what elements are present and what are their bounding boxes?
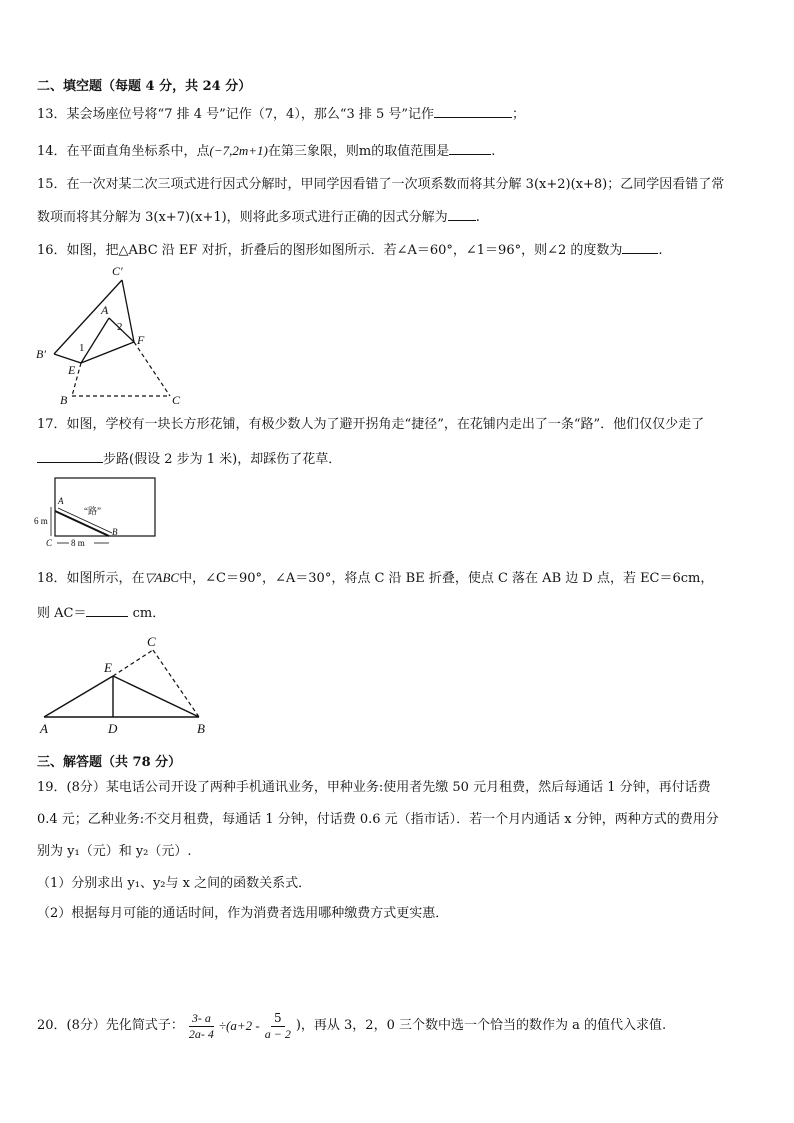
question-19-line-3: 别为 y₁（元）和 y₂（元）.	[37, 844, 192, 859]
question-20	[37, 1008, 666, 1044]
answer-blank-18[interactable]	[86, 603, 128, 617]
answer-blank-13[interactable]	[434, 104, 512, 118]
question-18-line-1	[37, 570, 713, 587]
edge-e-f	[81, 342, 134, 363]
label-b: B	[112, 527, 118, 537]
dashed-c-b	[153, 650, 199, 717]
edge-cprime-bprime	[54, 280, 122, 354]
label-e: E	[68, 363, 76, 377]
dashed-f-c	[134, 342, 170, 396]
question-15-line-2	[37, 207, 480, 226]
label-e: E	[104, 660, 112, 675]
question-17-text: 步路(假设 2 步为 1 米)，却踩伤了花草．	[103, 452, 342, 467]
dashed-e-c	[113, 650, 153, 676]
question-18-tail: cm．	[132, 606, 166, 621]
figure-16-folded-triangle	[30, 260, 200, 410]
label-b-prime: B′	[36, 347, 46, 361]
question-14	[37, 141, 495, 160]
label-b: B	[60, 393, 68, 407]
question-16	[37, 240, 663, 259]
question-13	[37, 104, 525, 123]
question-14-tail: .	[491, 144, 496, 159]
question-20-text: 20．(8分）先化简式子：	[37, 1018, 184, 1033]
fraction-2-numerator: 5	[271, 1011, 285, 1027]
question-13-tail: ；	[512, 107, 526, 122]
label-a: A	[101, 303, 109, 317]
question-19-line-1: 19．(8分）某电话公司开设了两种手机通讯业务，甲种业务:使用者先缴 50 元月租费，然后每通话 1 分钟，再付话费	[37, 780, 711, 795]
fraction-1	[186, 1011, 217, 1042]
question-15-line-1: 15．在一次对某二次三项式进行因式分解时，甲同学因看错了一次项系数而将其分解 3(x+2)(x+8)；乙同学因看错了常	[37, 177, 725, 192]
label-c: C	[172, 393, 181, 407]
label-b: B	[197, 721, 205, 736]
label-8m: 8 m	[71, 538, 85, 548]
question-17-line-2	[37, 449, 341, 468]
fraction-1-numerator: 3- a	[189, 1011, 214, 1027]
label-6m: 6 m	[34, 516, 48, 526]
question-14-text-mid: 在第三象限，则m的取值范围是	[267, 144, 450, 159]
figure-17-flower-bed	[32, 474, 162, 554]
fraction-2-denominator: a − 2	[264, 1026, 291, 1041]
answer-blank-17[interactable]	[37, 449, 103, 463]
question-16-tail: .	[658, 243, 663, 258]
answer-blank-14[interactable]	[449, 141, 491, 155]
section-heading-fill-in: 二、填空题（每题 4 分，共 24 分）	[37, 79, 252, 94]
label-f: F	[137, 333, 145, 347]
edge-bprime-e	[54, 354, 81, 363]
label-a: A	[40, 721, 48, 736]
question-20-operator: ÷(a+2 -	[218, 1018, 260, 1033]
label-angle-2: 2	[117, 321, 123, 333]
edge-a-e	[81, 318, 109, 363]
question-18-text-line2: 则 AC＝	[37, 606, 87, 621]
answer-blank-15[interactable]	[448, 207, 476, 221]
question-15-tail: .	[475, 210, 480, 225]
label-c: C	[46, 538, 53, 548]
label-d: D	[108, 721, 118, 736]
fraction-1-denominator: 2a- 4	[188, 1026, 214, 1041]
question-17-line-1: 17．如图，学校有一块长方形花铺，有极少数人为了避开拐角走“捷径”，在花铺内走出了一条“路”．他们仅仅少走了	[37, 417, 705, 432]
question-20-tail: )，再从 3，2，0 三个数中选一个恰当的数作为 a 的值代入求值.	[295, 1018, 667, 1033]
label-road: “路”	[84, 506, 101, 516]
label-c-prime: C′	[112, 264, 123, 278]
question-19-part-2: （2）根据每月可能的通话时间，作为消费者选用哪种缴费方式更实惠．	[37, 906, 449, 921]
question-19-part-1: （1）分别求出 y₁、y₂与 x 之间的函数关系式．	[37, 876, 312, 891]
answer-blank-16[interactable]	[622, 240, 658, 254]
question-15-text: 数项而将其分解为 3(x+7)(x+1)，则将此多项式进行正确的因式分解为	[37, 210, 448, 225]
question-18-text-mid: 中，∠C＝90°，∠A＝30°，将点 C 沿 BE 折叠，使点 C 落在 AB 边 D 点，若 EC＝6cm，	[179, 571, 714, 586]
fraction-2	[262, 1011, 294, 1042]
edge-e-b	[113, 676, 199, 717]
question-16-text: 16．如图，把△ABC 沿 EF 对折，折叠后的图形如图所示．若∠A＝60°，∠1＝96°，则∠2 的度数为	[37, 243, 623, 258]
question-18-line-2	[37, 603, 165, 622]
figure-18-folded-right-triangle	[34, 632, 214, 742]
label-angle-1: 1	[79, 342, 85, 354]
question-19-line-2: 0.4 元；乙种业务:不交月租费，每通话 1 分钟，付话费 0.6 元（指市话）．若一个月内通话 x 分钟，两种方式的费用分	[37, 812, 719, 827]
section-heading-solutions: 三、解答题（共 78 分）	[37, 755, 182, 770]
label-a: A	[58, 496, 64, 506]
question-18-text: 18．如图所示，在	[37, 571, 145, 586]
question-14-point: (−7,2m+1)	[209, 143, 268, 158]
question-13-text: 13．某会场座位号将“7 排 4 号”记作（7，4），那么“3 排 5 号”记作	[37, 107, 435, 122]
flower-bed-rectangle	[55, 478, 155, 536]
question-14-text: 14．在平面直角坐标系中，点	[37, 144, 210, 159]
label-c: C	[147, 634, 156, 649]
question-18-triangle: ▽ABC	[144, 570, 180, 585]
edge-a-e	[44, 676, 113, 717]
